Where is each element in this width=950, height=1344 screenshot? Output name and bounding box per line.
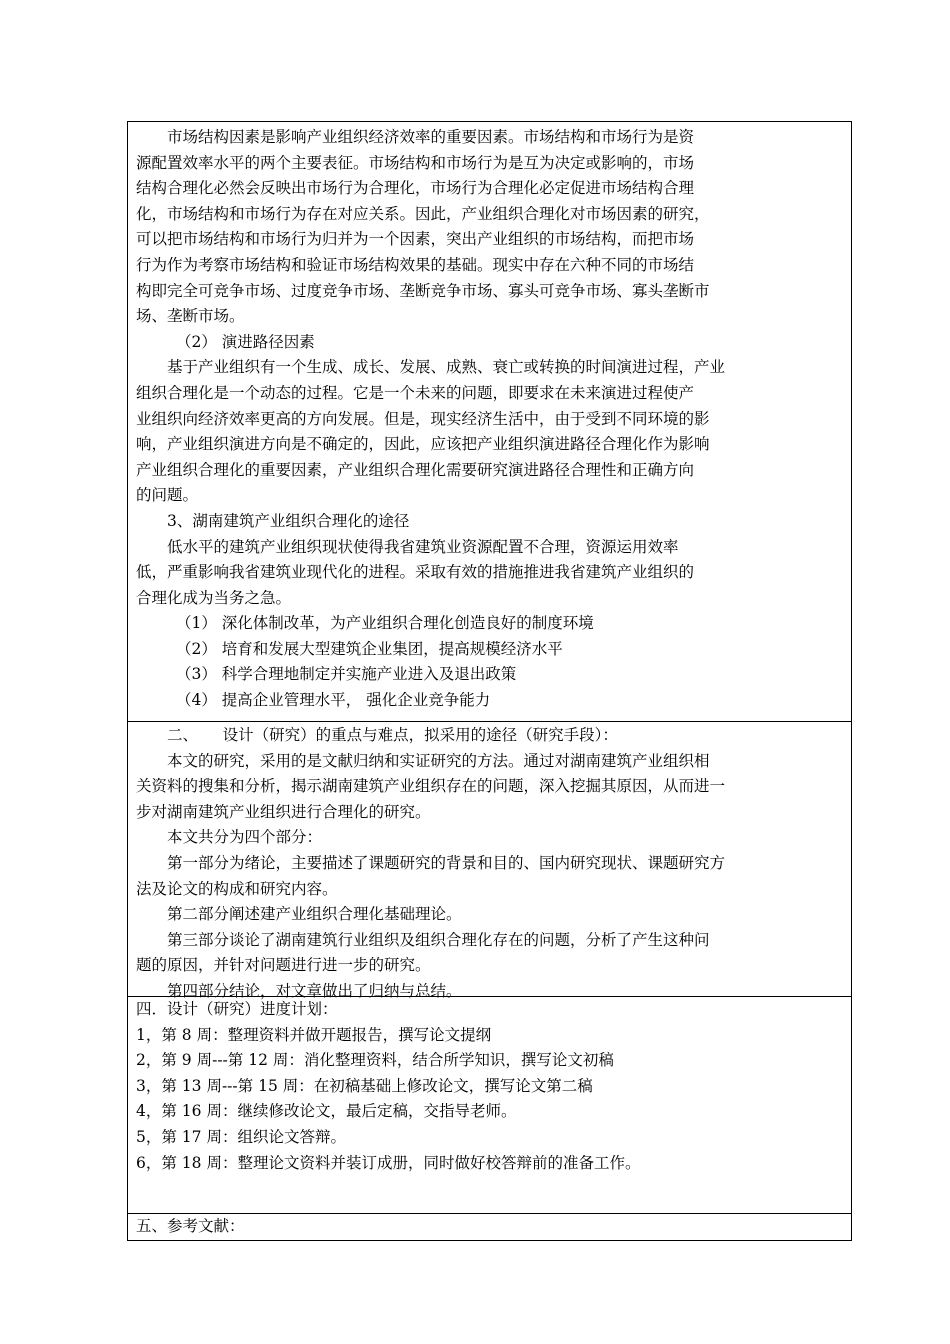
- paragraph-line: 构即完全可竞争市场、过度竞争市场、垄断竞争市场、寡头可竞争市场、寡头垄断市: [136, 281, 710, 300]
- section-key-points: [128, 722, 851, 1000]
- paragraph-line: 步对湖南建筑产业组织进行合理化的研究。: [136, 802, 431, 821]
- paragraph-line: 第二部分阐述建产业组织合理化基础理论。: [167, 905, 462, 924]
- paragraph-line: 本文的研究，采用的是文献归纳和实证研究的方法。通过对湖南建筑产业组织相: [167, 751, 710, 770]
- list-item: （1） 深化体制改革，为产业组织合理化创造良好的制度环境: [176, 614, 594, 633]
- paragraph-line: 化，市场结构和市场行为存在对应关系。因此，产业组织合理化对市场因素的研究，: [136, 204, 710, 223]
- subheading-approach: 3、湖南建筑产业组织合理化的途径: [167, 511, 410, 530]
- paragraph-line: 第一部分为绪论，主要描述了课题研究的背景和目的、国内研究现状、课题研究方: [167, 853, 726, 872]
- schedule-item: 4，第 16 周：继续修改论文，最后定稿，交指导老师。: [136, 1102, 517, 1121]
- section-heading: 五、参考文献：: [136, 1217, 245, 1235]
- schedule-item: 1，第 8 周：整理资料并做开题报告，撰写论文提纲: [136, 1025, 492, 1044]
- paragraph-line: 合理化成为当务之急。: [136, 588, 292, 607]
- paragraph-line: 市场结构因素是影响产业组织经济效率的重要因素。市场结构和市场行为是资: [167, 128, 695, 146]
- schedule-item: 6，第 18 周：整理论文资料并装订成册，同时做好校答辩前的准备工作。: [136, 1153, 641, 1172]
- paragraph-line: 第四部分结论，对文章做出了归纳与总结。: [167, 981, 462, 1000]
- subheading-evolution-path: （2） 演进路径因素: [176, 332, 315, 351]
- paragraph-line: 的问题。: [136, 486, 199, 505]
- paragraph-line: 行为作为考察市场结构和验证市场结构效果的基础。现实中存在六种不同的市场结: [136, 255, 695, 274]
- section-heading: 二、 设计（研究）的重点与难点，拟采用的途径（研究手段）：: [167, 726, 618, 744]
- schedule-item: 2，第 9 周---第 12 周：消化整理资料，结合所学知识，撰写论文初稿: [136, 1051, 614, 1070]
- paragraph-line: 源配置效率水平的两个主要表征。市场结构和市场行为是互为决定或影响的，市场: [136, 153, 695, 172]
- list-item: （3） 科学合理地制定并实施产业进入及退出政策: [176, 665, 517, 684]
- paragraph-line: 题的原因，并针对问题进行进一步的研究。: [136, 956, 431, 975]
- section-heading: 四．设计（研究）进度计划：: [136, 1000, 338, 1018]
- paragraph-line: 法及论文的构成和研究内容。: [136, 879, 338, 898]
- section-schedule: [128, 997, 851, 1214]
- form-table: [127, 121, 852, 1241]
- paragraph-line: 响，产业组织演进方向是不确定的，因此，应该把产业组织演进路径合理化作为影响: [136, 435, 710, 454]
- paragraph-line: 结构合理化必然会反映出市场行为合理化，市场行为合理化必定促进市场结构合理: [136, 179, 695, 198]
- section-references: [128, 1214, 851, 1240]
- list-item: （4） 提高企业管理水平， 强化企业竞争能力: [176, 691, 491, 710]
- paragraph-line: 组织合理化是一个动态的过程。它是一个未来的问题，即要求在未来演进过程使产: [136, 383, 695, 402]
- paragraph-line: 可以把市场结构和市场行为归并为一个因素，突出产业组织的市场结构，而把市场: [136, 230, 695, 249]
- paragraph-line: 基于产业组织有一个生成、成长、发展、成熟、衰亡或转换的时间演进过程，产业: [167, 358, 726, 377]
- list-item: （2） 培育和发展大型建筑企业集团，提高规模经济水平: [176, 639, 563, 658]
- paragraph-line: 低水平的建筑产业组织现状使得我省建筑业资源配置不合理，资源运用效率: [167, 537, 679, 556]
- paragraph-line: 第三部分谈论了湖南建筑行业组织及组织合理化存在的问题，分析了产生这种问: [167, 930, 710, 949]
- paragraph-line: 低，严重影响我省建筑业现代化的进程。采取有效的措施推进我省建筑产业组织的: [136, 563, 695, 582]
- paragraph-line: 场、垄断市场。: [136, 307, 245, 326]
- paragraph-line: 本文共分为四个部分：: [167, 828, 323, 847]
- section-market-factors: [128, 122, 851, 722]
- paragraph-line: 产业组织合理化的重要因素，产业组织合理化需要研究演进路径合理性和正确方向: [136, 460, 695, 479]
- paragraph-line: 关资料的搜集和分析，揭示湖南建筑产业组织存在的问题，深入挖掘其原因，从而进一: [136, 777, 726, 796]
- schedule-item: 5，第 17 周：组织论文答辩。: [136, 1127, 346, 1146]
- schedule-item: 3，第 13 周---第 15 周：在初稿基础上修改论文，撰写论文第二稿: [136, 1076, 593, 1095]
- paragraph-line: 业组织向经济效率更高的方向发展。但是，现实经济生活中，由于受到不同环境的影: [136, 409, 710, 428]
